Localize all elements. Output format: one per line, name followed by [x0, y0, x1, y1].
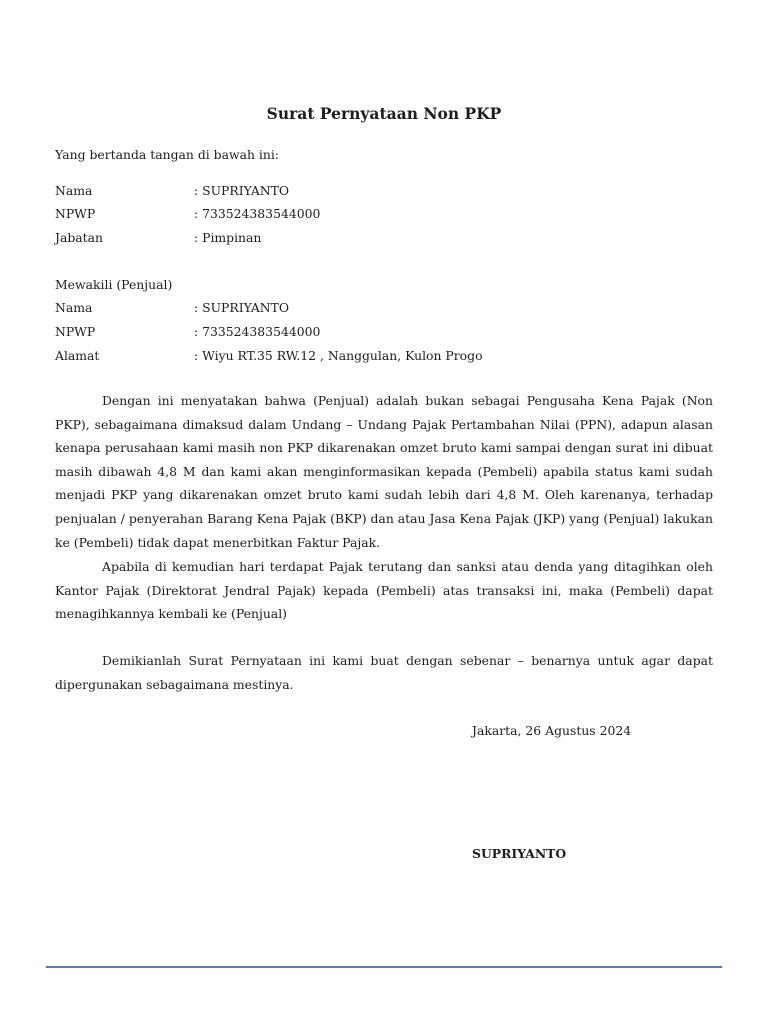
signature-name: SUPRIYANTO [472, 846, 567, 861]
field-value: : Wiyu RT.35 RW.12 , Nanggulan, Kulon Progo [194, 348, 483, 363]
letter-title: Surat Pernyataan Non PKP [266, 104, 502, 123]
field-value: : 733524383544000 [194, 206, 321, 221]
closing-paragraph [55, 649, 713, 696]
paragraph-text: Demikianlah Surat Pernyataan ini kami buat dengan sebenar – benarnya untuk agar dapat dipergunakan sebagaimana mestinya. [55, 653, 713, 692]
field-value: : Pimpinan [194, 230, 262, 245]
place-date: Jakarta, 26 Agustus 2024 [472, 723, 632, 738]
field-label: Jabatan [55, 230, 104, 245]
statement-paragraph [55, 389, 713, 554]
field-label: Nama [55, 300, 93, 315]
field-value: : SUPRIYANTO [194, 183, 290, 198]
representing-heading: Mewakili (Penjual) [55, 277, 173, 292]
field-label: Alamat [55, 348, 100, 363]
field-value: : 733524383544000 [194, 324, 321, 339]
paragraph-text: Apabila di kemudian hari terdapat Pajak terutang dan sanksi atau denda yang ditagihkan oleh Kantor Pajak (Direktorat Jendral Pajak) kepada (Pembeli) atas transaksi ini, maka (Pembeli) dapat menagihkannya kembali ke (Penjual) [55, 559, 713, 622]
intro-text: Yang bertanda tangan di bawah ini: [55, 147, 279, 162]
footer-divider [46, 966, 722, 968]
field-label: NPWP [55, 206, 96, 221]
field-label: NPWP [55, 324, 96, 339]
paragraph-text: Dengan ini menyatakan bahwa (Penjual) adalah bukan sebagai Pengusaha Kena Pajak (Non PKP), sebagaimana dimaksud dalam Undang – Undang Pajak Pertambahan Nilai (PPN), adapun alasan kenapa perusahaan kami masih non PKP dikarenakan omzet bruto kami sampai dengan surat ini dibuat masih dibawah 4,8 M dan kami akan menginformasikan kepada (Pembeli) apabila status kami sudah menjadi PKP yang dikarenakan omzet bruto kami sudah lebih dari 4,8 M. Oleh karenanya, terhadap penjualan / penyerahan Barang Kena Pajak (BKP) dan atau Jasa Kena Pajak (JKP) yang (Penjual) lakukan ke (Pembeli) tidak dapat menerbitkan Faktur Pajak. [55, 393, 713, 550]
liability-paragraph [55, 555, 713, 626]
field-value: : SUPRIYANTO [194, 300, 290, 315]
field-label: Nama [55, 183, 93, 198]
